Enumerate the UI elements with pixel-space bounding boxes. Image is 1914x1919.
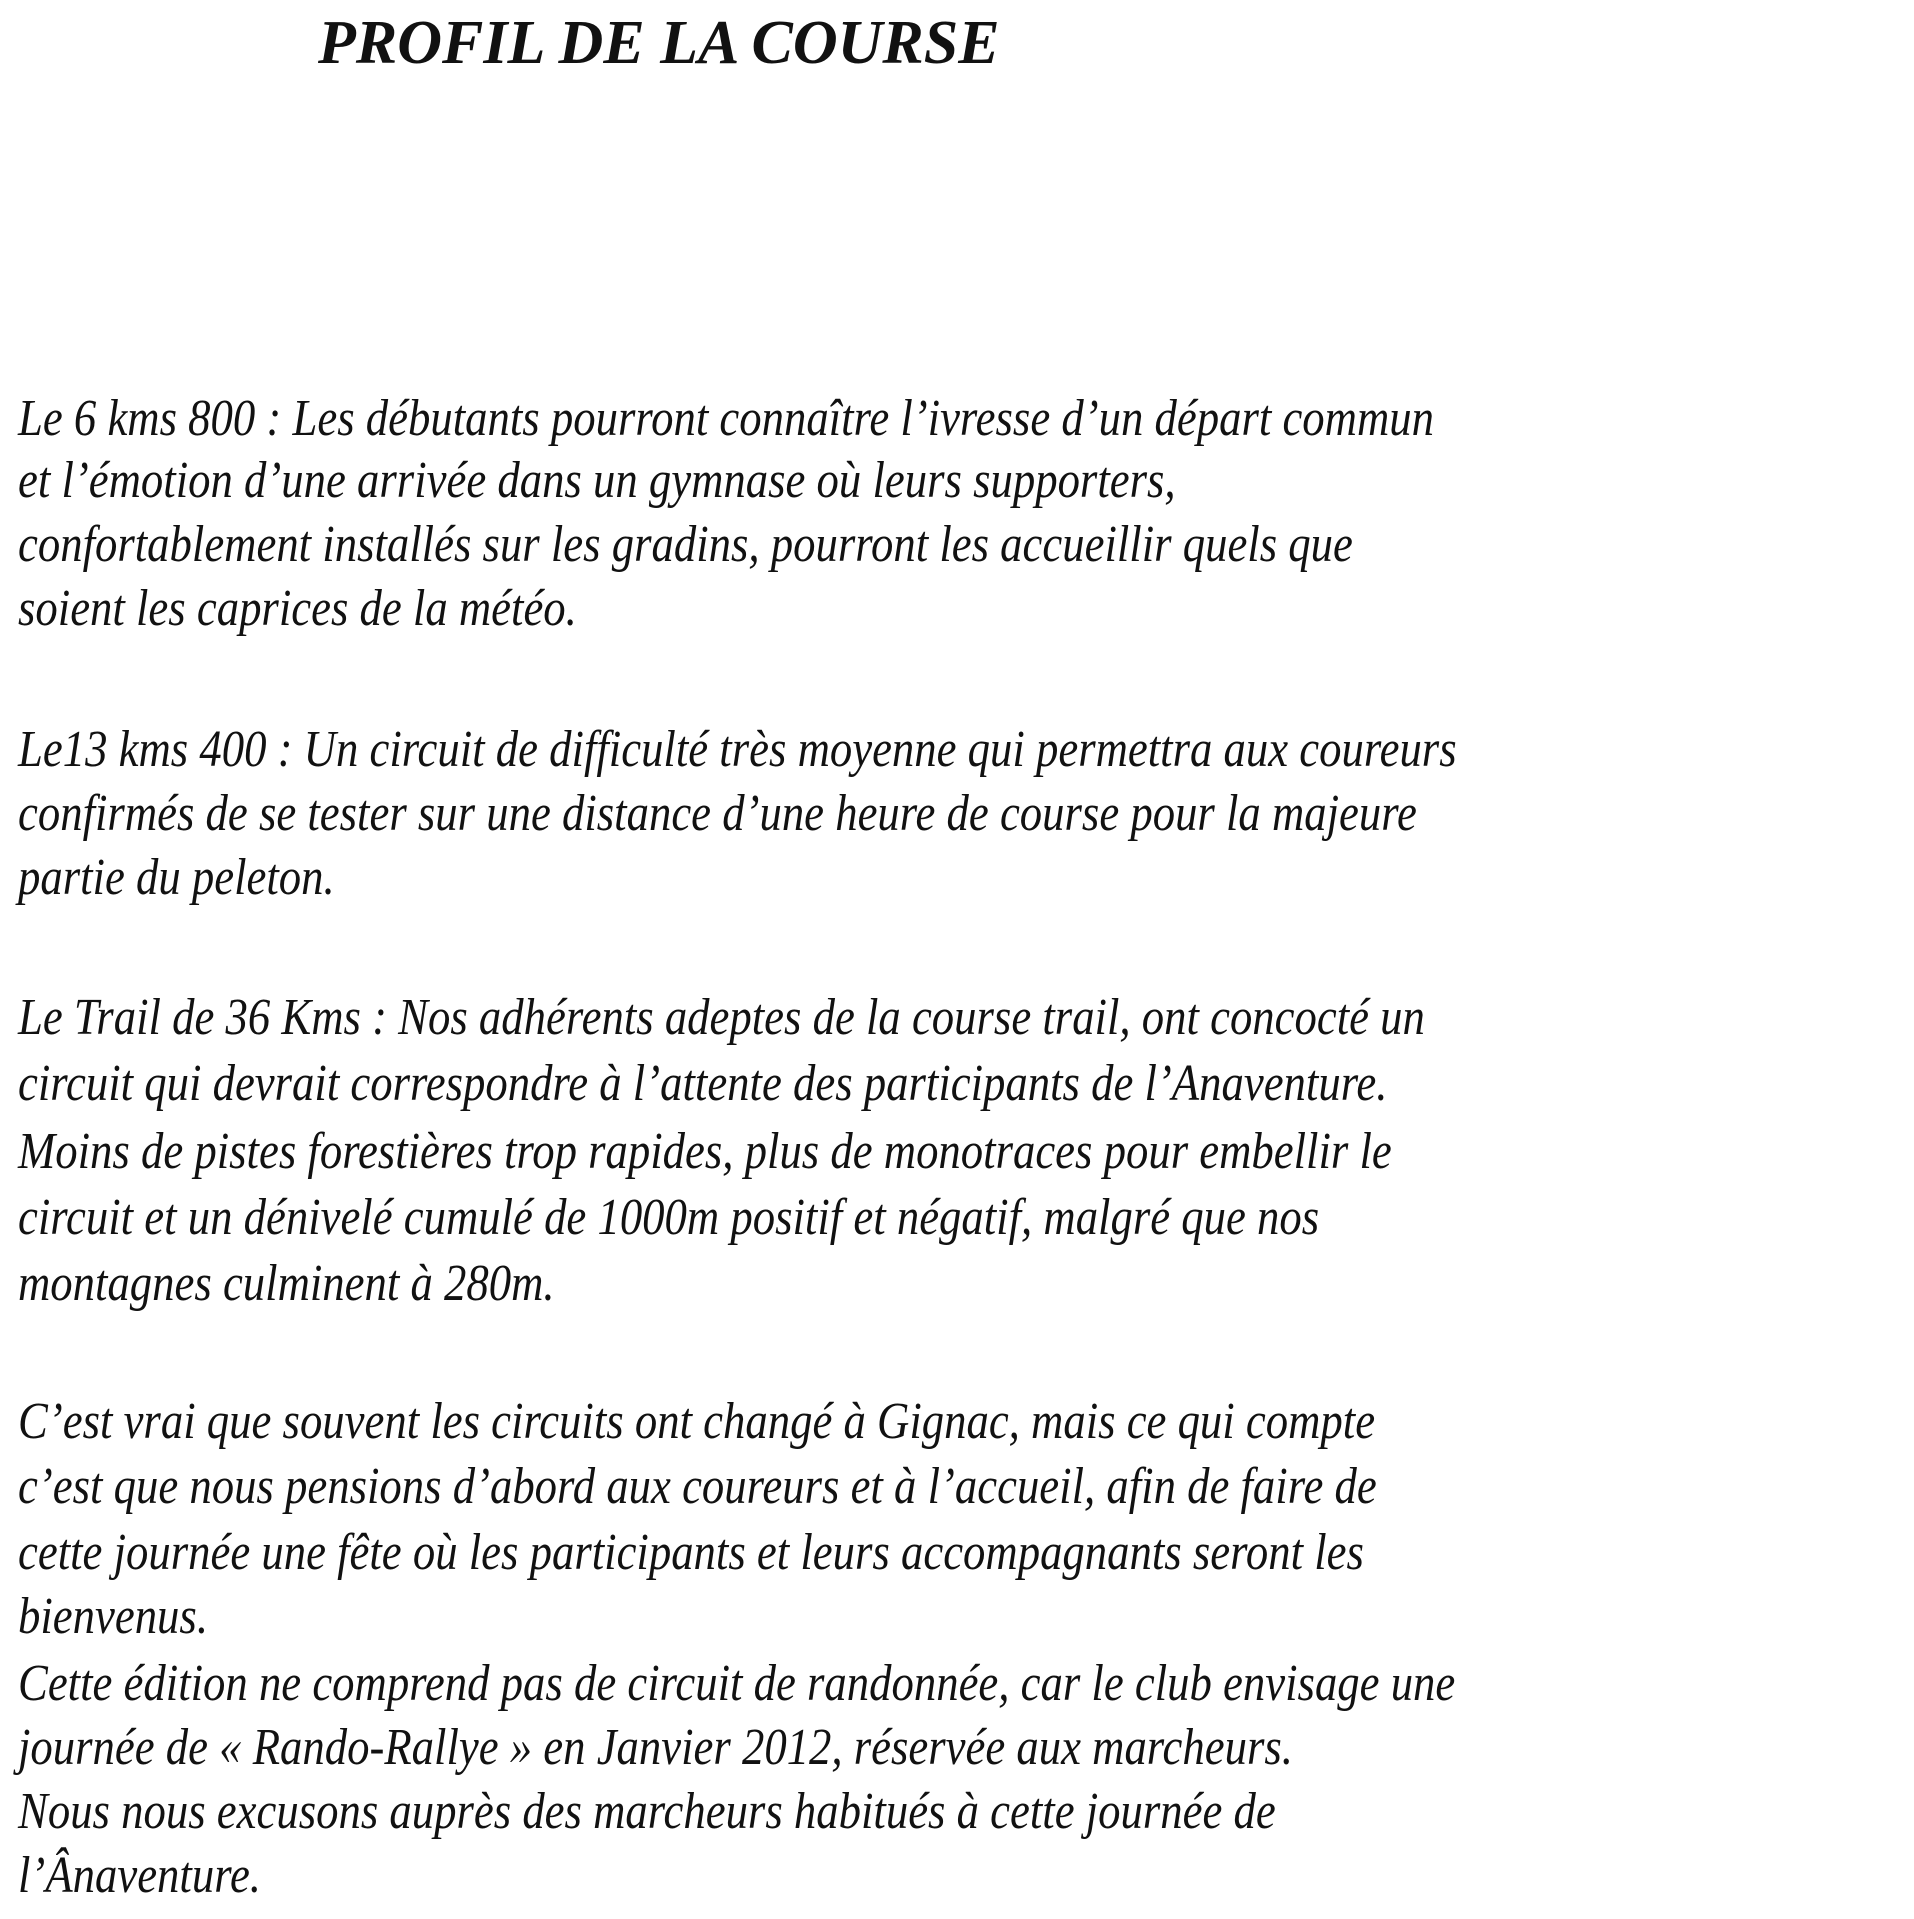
text-line: Nous nous excusons auprès des marcheurs habitués à cette journée de xyxy=(18,1783,1276,1840)
text-line: Le Trail de 36 Kms : Nos adhérents adeptes de la course trail, ont concocté un xyxy=(18,989,1425,1046)
text-line: confirmés de se tester sur une distance d’une heure de course pour la majeure xyxy=(18,785,1417,842)
text-line: Le13 kms 400 : Un circuit de difficulté très moyenne qui permettra aux coureurs xyxy=(18,721,1457,778)
text-line: circuit qui devrait correspondre à l’attente des participants de l’Anaventure. xyxy=(18,1055,1388,1112)
text-line: montagnes culminent à 280m. xyxy=(18,1255,555,1312)
text-line: l’Ânaventure. xyxy=(18,1847,261,1904)
text-line: journée de « Rando-Rallye » en Janvier 2012, réservée aux marcheurs. xyxy=(18,1719,1293,1776)
page-title: PROFIL DE LA COURSE xyxy=(318,9,1000,77)
text-line: Moins de pistes forestières trop rapides, plus de monotraces pour embellir le xyxy=(18,1123,1392,1180)
text-line: bienvenus. xyxy=(18,1588,209,1645)
text-line: confortablement installés sur les gradins, pourront les accueillir quels que xyxy=(18,516,1353,573)
text-line: circuit et un dénivelé cumulé de 1000m positif et négatif, malgré que nos xyxy=(18,1189,1320,1246)
text-line: C’est vrai que souvent les circuits ont changé à Gignac, mais ce qui compte xyxy=(18,1393,1376,1450)
text-line: Le 6 kms 800 : Les débutants pourront connaître l’ivresse d’un départ commun xyxy=(18,390,1434,447)
text-line: cette journée une fête où les participants et leurs accompagnants seront les xyxy=(18,1524,1364,1581)
text-line: c’est que nous pensions d’abord aux coureurs et à l’accueil, afin de faire de xyxy=(18,1458,1377,1515)
text-line: et l’émotion d’une arrivée dans un gymnase où leurs supporters, xyxy=(18,452,1176,509)
text-line: soient les caprices de la météo. xyxy=(18,580,577,637)
text-line: Cette édition ne comprend pas de circuit de randonnée, car le club envisage une xyxy=(18,1655,1456,1712)
text-line: partie du peleton. xyxy=(18,849,335,906)
